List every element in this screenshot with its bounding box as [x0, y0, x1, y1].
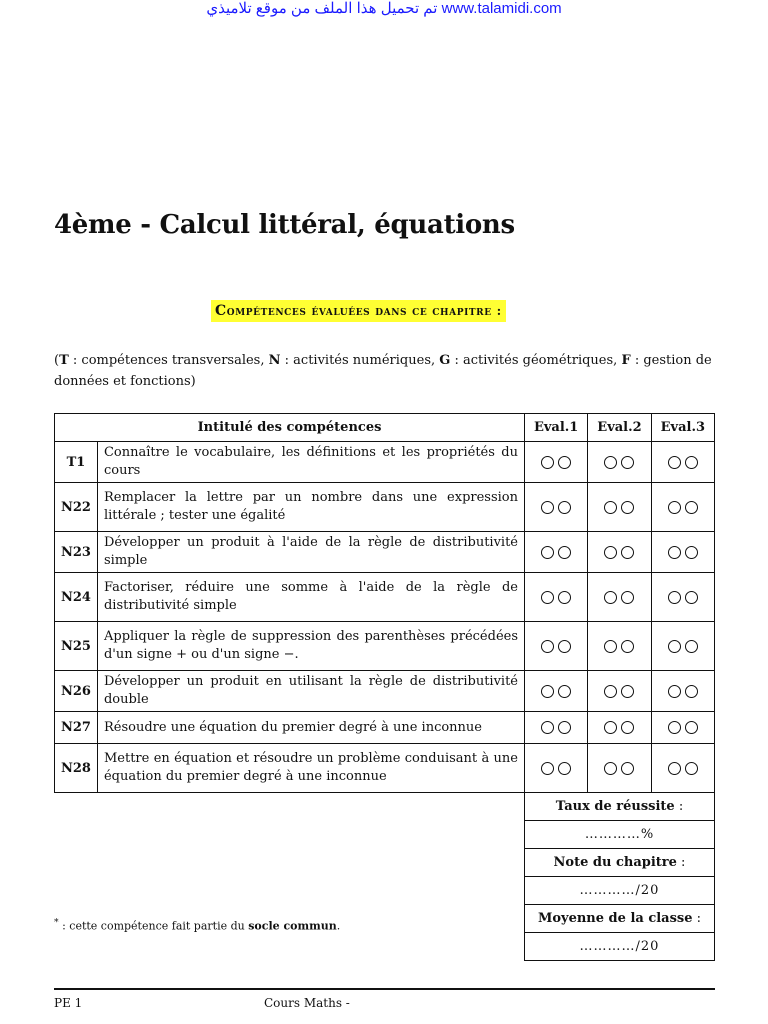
- header-eval3: Eval.3: [651, 414, 714, 442]
- footnote-star: *: [54, 917, 59, 928]
- competence-label: Factoriser, réduire une somme à l'aide de la règle de distributivité simple: [97, 573, 524, 622]
- circle-icon[interactable]: [558, 591, 571, 604]
- circle-icon[interactable]: [541, 721, 554, 734]
- footer-course: Cours Maths -: [264, 996, 350, 1010]
- competence-label: Appliquer la règle de suppression des parenthèses précédées d'un signe + ou d'un signe −.: [97, 622, 524, 671]
- competence-label: Connaître le vocabulaire, les définitions et les propriétés du cours: [97, 442, 524, 483]
- circle-icon[interactable]: [604, 640, 617, 653]
- summary-row: [55, 793, 715, 821]
- circle-icon[interactable]: [685, 546, 698, 559]
- circle-icon[interactable]: [604, 721, 617, 734]
- circle-icon[interactable]: [558, 546, 571, 559]
- circle-icon[interactable]: [541, 456, 554, 469]
- section-heading-text: ompétences évaluées dans ce chapitre :: [226, 303, 502, 318]
- circle-icon[interactable]: [668, 501, 681, 514]
- circle-icon[interactable]: [685, 591, 698, 604]
- footnote-text: : cette compétence fait partie du: [58, 919, 249, 933]
- summary-row: [55, 877, 715, 905]
- table-row: [55, 712, 715, 744]
- circle-icon[interactable]: [541, 591, 554, 604]
- class-average-value[interactable]: …………/20: [525, 933, 715, 961]
- eval2-circles: [588, 573, 651, 622]
- competence-code: N23: [55, 532, 98, 573]
- circle-icon[interactable]: [685, 501, 698, 514]
- circle-icon[interactable]: [558, 721, 571, 734]
- eval3-circles: [651, 573, 714, 622]
- circle-icon[interactable]: [685, 721, 698, 734]
- eval3-circles: [651, 483, 714, 532]
- legend-text-n: : activités numériques,: [280, 353, 440, 368]
- circle-icon[interactable]: [558, 640, 571, 653]
- success-rate-text: Taux de réussite: [555, 799, 675, 814]
- circle-icon[interactable]: [621, 685, 634, 698]
- circle-icon[interactable]: [668, 721, 681, 734]
- circle-icon[interactable]: [558, 501, 571, 514]
- circle-icon[interactable]: [621, 591, 634, 604]
- chapter-grade-value[interactable]: …………/20: [525, 877, 715, 905]
- table-row: [55, 622, 715, 671]
- summary-row: [55, 849, 715, 877]
- competence-label: Mettre en équation et résoudre un problème conduisant à une équation du premier degré à une inconnue: [97, 744, 524, 793]
- table-row: [55, 483, 715, 532]
- page-title: 4ème - Calcul littéral, équations: [54, 210, 515, 240]
- header-eval1: Eval.1: [525, 414, 588, 442]
- summary-spacer: [55, 849, 525, 877]
- footer-divider: [54, 988, 715, 990]
- circle-icon[interactable]: [621, 501, 634, 514]
- eval3-circles: [651, 622, 714, 671]
- eval3-circles: [651, 744, 714, 793]
- circle-icon[interactable]: [685, 685, 698, 698]
- table-row: [55, 442, 715, 483]
- legend-text-f: : gestion de données et fonctions): [54, 353, 712, 389]
- success-rate-value[interactable]: …………%: [525, 821, 715, 849]
- circle-icon[interactable]: [621, 721, 634, 734]
- circle-icon[interactable]: [621, 546, 634, 559]
- legend-open: (: [54, 353, 60, 368]
- table-row: [55, 573, 715, 622]
- circle-icon[interactable]: [558, 762, 571, 775]
- footnote-end: .: [336, 919, 341, 933]
- class-average-colon: :: [692, 911, 702, 926]
- competence-legend: [54, 350, 718, 392]
- circle-icon[interactable]: [685, 762, 698, 775]
- eval2-circles: [588, 622, 651, 671]
- section-heading: [211, 300, 506, 322]
- circle-icon[interactable]: [541, 762, 554, 775]
- summary-spacer: [55, 793, 525, 821]
- summary-spacer: [55, 933, 525, 961]
- eval2-circles: [588, 532, 651, 573]
- eval1-circles: [525, 442, 588, 483]
- circle-icon[interactable]: [558, 685, 571, 698]
- eval1-circles: [525, 622, 588, 671]
- chapter-grade-text: Note du chapitre: [553, 855, 677, 870]
- circle-icon[interactable]: [604, 685, 617, 698]
- circle-icon[interactable]: [685, 640, 698, 653]
- eval1-circles: [525, 483, 588, 532]
- summary-row: [55, 933, 715, 961]
- eval3-circles: [651, 712, 714, 744]
- chapter-grade-label: [525, 849, 715, 877]
- class-average-text: Moyenne de la classe: [537, 911, 693, 926]
- competence-code: T1: [55, 442, 98, 483]
- legend-key-t: T: [59, 353, 69, 368]
- circle-icon[interactable]: [558, 456, 571, 469]
- circle-icon[interactable]: [621, 640, 634, 653]
- circle-icon[interactable]: [621, 456, 634, 469]
- footer-page-ref: PE 1: [54, 996, 83, 1010]
- chapter-grade-colon: :: [676, 855, 686, 870]
- circle-icon[interactable]: [604, 591, 617, 604]
- eval2-circles: [588, 744, 651, 793]
- competence-code: N27: [55, 712, 98, 744]
- eval3-circles: [651, 671, 714, 712]
- success-rate-colon: :: [674, 799, 684, 814]
- eval2-circles: [588, 712, 651, 744]
- circle-icon[interactable]: [604, 546, 617, 559]
- eval3-circles: [651, 442, 714, 483]
- summary-spacer: [55, 821, 525, 849]
- eval1-circles: [525, 532, 588, 573]
- table-row: [55, 671, 715, 712]
- header-eval2: Eval.2: [588, 414, 651, 442]
- summary-spacer: [55, 877, 525, 905]
- circle-icon[interactable]: [604, 456, 617, 469]
- competence-code: N24: [55, 573, 98, 622]
- class-average-label: [525, 905, 715, 933]
- competence-label: Développer un produit à l'aide de la règle de distributivité simple: [97, 532, 524, 573]
- circle-icon[interactable]: [541, 546, 554, 559]
- eval2-circles: [588, 483, 651, 532]
- circle-icon[interactable]: [621, 762, 634, 775]
- legend-key-f: F: [621, 353, 631, 368]
- footnote-bold: socle commun: [248, 919, 337, 933]
- eval3-circles: [651, 532, 714, 573]
- legend-text-t: : compétences transversales,: [68, 353, 269, 368]
- section-heading-initial: C: [215, 303, 227, 319]
- legend-key-g: G: [439, 353, 451, 368]
- table-header-row: [55, 414, 715, 442]
- summary-row: [55, 821, 715, 849]
- circle-icon[interactable]: [541, 685, 554, 698]
- circle-icon[interactable]: [668, 591, 681, 604]
- competence-code: N28: [55, 744, 98, 793]
- competence-label: Remplacer la lettre par un nombre dans une expression littérale ; tester une égalité: [97, 483, 524, 532]
- competence-label: Résoudre une équation du premier degré à une inconnue: [97, 712, 524, 744]
- eval1-circles: [525, 573, 588, 622]
- circle-icon[interactable]: [668, 685, 681, 698]
- circle-icon[interactable]: [604, 501, 617, 514]
- competences-table: [54, 413, 715, 961]
- eval1-circles: [525, 744, 588, 793]
- legend-text-g: : activités géométriques,: [450, 353, 622, 368]
- circle-icon[interactable]: [668, 546, 681, 559]
- circle-icon[interactable]: [668, 762, 681, 775]
- circle-icon[interactable]: [541, 640, 554, 653]
- circle-icon[interactable]: [685, 456, 698, 469]
- competence-code: N25: [55, 622, 98, 671]
- eval2-circles: [588, 671, 651, 712]
- header-label: Intitulé des compétences: [55, 414, 525, 442]
- circle-icon[interactable]: [541, 501, 554, 514]
- success-rate-label: [525, 793, 715, 821]
- circle-icon[interactable]: [604, 762, 617, 775]
- table-row: [55, 532, 715, 573]
- talamidi-download-link[interactable]: تم تحميل هذا الملف من موقع تلاميذي www.talamidi.com: [206, 0, 562, 17]
- legend-key-n: N: [268, 353, 281, 368]
- competence-code: N26: [55, 671, 98, 712]
- eval1-circles: [525, 712, 588, 744]
- footnote: [54, 917, 340, 933]
- competence-label: Développer un produit en utilisant la règle de distributivité double: [97, 671, 524, 712]
- circle-icon[interactable]: [668, 640, 681, 653]
- competence-code: N22: [55, 483, 98, 532]
- circle-icon[interactable]: [668, 456, 681, 469]
- eval1-circles: [525, 671, 588, 712]
- table-row: [55, 744, 715, 793]
- eval2-circles: [588, 442, 651, 483]
